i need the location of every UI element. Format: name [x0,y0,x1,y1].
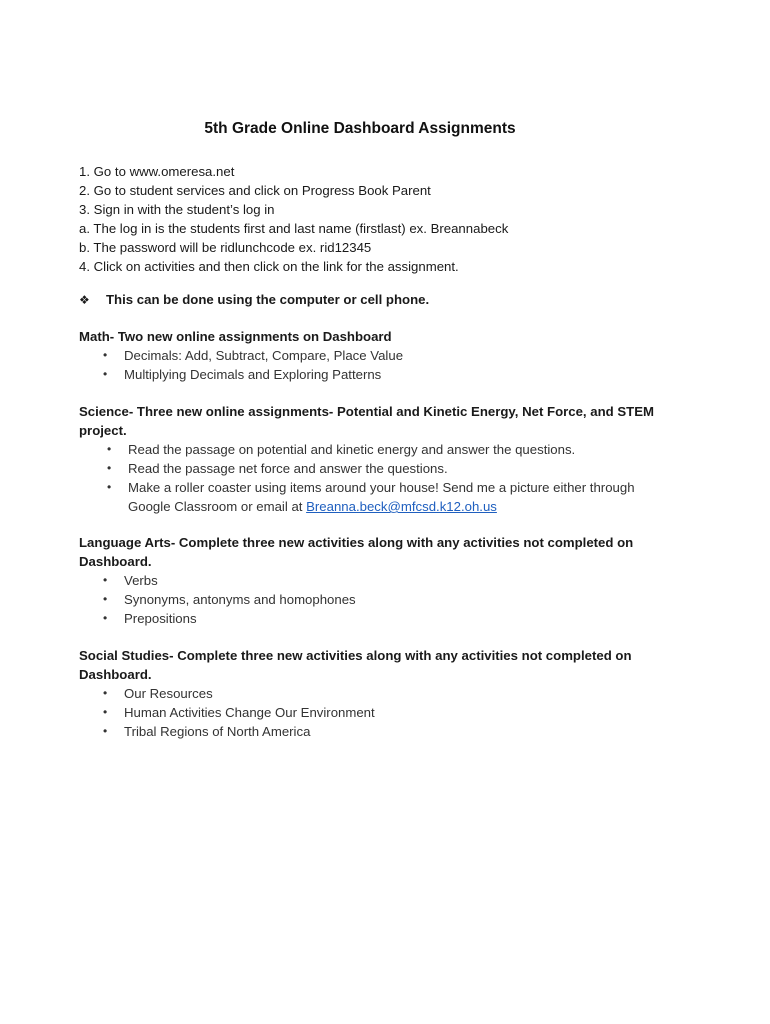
list-item: • Read the passage net force and answer the questions. [107,461,448,476]
step-3: 3. Sign in with the student’s log in [79,202,275,217]
page-title: 5th Grade Online Dashboard Assignments [204,120,516,137]
language-arts-section [79,533,659,628]
bullet-icon: • [107,442,112,456]
list-item: • Multiplying Decimals and Exploring Patterns [103,367,382,382]
bullet-icon: • [103,611,108,625]
list-item: • Verbs [103,573,158,588]
step-3a: a. The log in is the students first and last name (firstlast) ex. Breannabeck [79,221,509,236]
science-section [79,402,659,516]
bullet-icon: • [103,724,108,738]
list-item: • Decimals: Add, Subtract, Compare, Place Value [103,348,404,363]
language-arts-heading: Language Arts- Complete three new activities along with any activities not completed on Dashboard. [79,535,634,569]
bullet-icon: • [103,686,108,700]
step-1: 1. Go to www.omeresa.net [79,164,235,179]
bullet-icon: • [103,705,108,719]
device-note [79,292,429,307]
list-item: • Human Activities Change Our Environment [103,705,375,720]
list-item: • Our Resources [103,686,213,701]
device-note-text: This can be done using the computer or cell phone. [106,292,430,307]
bullet-icon: • [107,480,112,494]
list-item: • Synonyms, antonyms and homophones [103,592,356,607]
list-item: • Tribal Regions of North America [103,724,311,739]
bullet-icon: • [103,592,108,606]
social-studies-section [79,646,659,741]
social-studies-heading: Social Studies- Complete three new activities along with any activities not completed on Dashboard. [79,648,632,682]
math-section [79,327,659,384]
bullet-icon: • [103,367,108,381]
bullet-icon: • [103,573,108,587]
step-4: 4. Click on activities and then click on the link for the assignment. [79,259,459,274]
bullet-icon: • [103,348,108,362]
step-2: 2. Go to student services and click on Progress Book Parent [79,183,431,198]
bullet-icon: • [107,461,112,475]
instruction-steps [79,162,508,276]
list-item: • Read the passage on potential and kinetic energy and answer the questions. [107,442,576,457]
list-item: • Prepositions [103,611,197,626]
step-3b: b. The password will be ridlunchcode ex. rid12345 [79,240,372,255]
teacher-email-link[interactable]: Breanna.beck@mfcsd.k12.oh.us [306,499,497,514]
diamond-bullet-icon: ❖ [79,293,90,307]
science-heading: Science- Three new online assignments- Potential and Kinetic Energy, Net Force, and STEM project. [79,404,655,438]
list-item: • Make a roller coaster using items around your house! Send me a picture either through Google Classroom or email at Breanna.beck@mfcsd.k12.oh.us [107,480,635,514]
math-heading: Math- Two new online assignments on Dashboard [79,329,392,344]
